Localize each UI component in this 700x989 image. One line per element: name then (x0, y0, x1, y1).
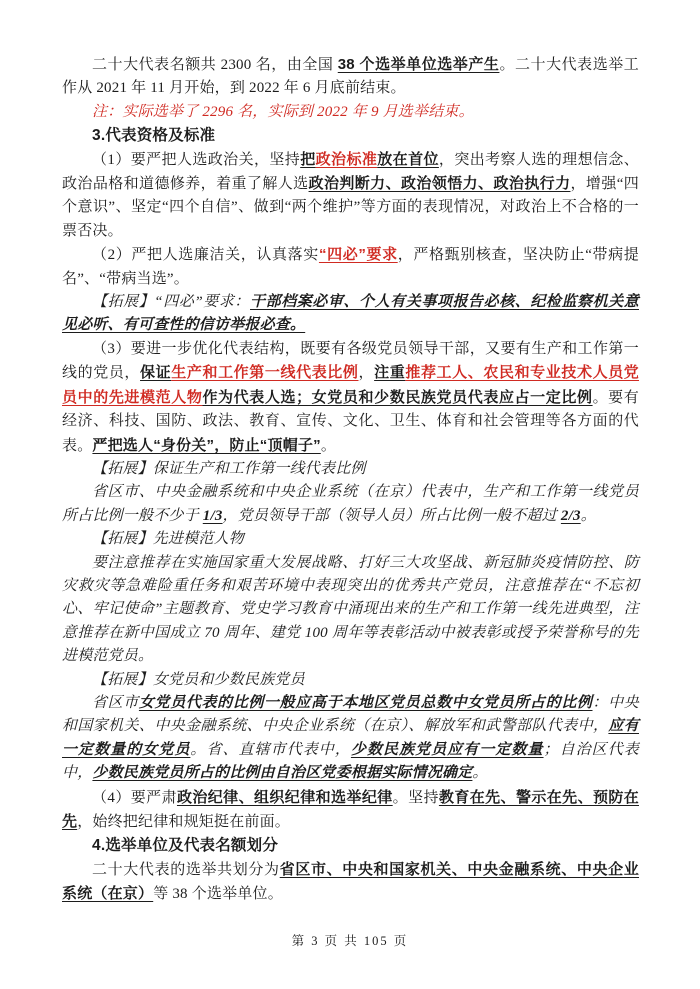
text-run: 省区市、中央和国家机关、中央金融系统、中央企业系统（在京） (62, 860, 640, 903)
expand-paragraph (62, 669, 639, 692)
text-run: 3.代表资格及标准 (92, 127, 216, 145)
text-run: 。坚持 (392, 789, 439, 806)
text-run: 【拓展】女党员和少数民族党员 (92, 671, 305, 688)
text-run: ：中央和国家机关、中央金融系统、中央企业系统（在京）、解放军和武警部队代表中， (62, 694, 639, 735)
paragraph (62, 148, 639, 244)
text-run: ， (358, 365, 375, 382)
text-run: ；自治区代表中， (62, 741, 639, 782)
paragraph (62, 338, 639, 458)
text-run: 应有一定数量的女党员 (62, 718, 639, 758)
text-run: 。 (320, 437, 337, 454)
text-run: 严把选人“身份关”，防止“顶帽子” (92, 436, 321, 454)
text-run: 少数民族党员所占的比例由自治区党委根据实际情况确定 (92, 765, 473, 782)
text-run: 。要有经济、科技、国防、政法、教育、宣传、文化、卫生、体育和社会管理等各方面的代表。 (62, 389, 639, 454)
text-run: ，突出考察人选的理想信念、政治品格和道德修养，着重了解人选 (62, 151, 639, 193)
text-run: 。二十大代表选举工作从 2021 年 11 月开始，到 2022 年 6 月底前结束。 (62, 57, 639, 97)
text-run: 干部档案必审、个人有关事项报告必核、纪检监察机关意见必听、有可查性的信访举报必查。 (62, 294, 639, 334)
text-run: 省区市、中央金融系统和中央企业系统（在京）代表中，生产和工作第一线党员所占比例一般不少于 (62, 484, 639, 524)
paragraph (62, 786, 639, 835)
text-run: 【拓展】保证生产和工作第一线代表比例 (92, 460, 366, 477)
expand-paragraph (62, 458, 639, 481)
text-run: （2）严把人选廉洁关，认真落实 (92, 247, 319, 264)
text-run: 政治标准 (315, 150, 378, 168)
text-run: 把 (300, 150, 316, 168)
text-run: 二十大代表的选举共划分为 (92, 861, 280, 878)
text-run: 【拓展】“四必”要求： (92, 294, 251, 311)
text-run: 政治纪律、组织纪律和选举纪律 (176, 788, 393, 806)
text-run: 作为代表人选；女党员和少数民族党员代表应占一定比例 (202, 388, 593, 406)
text-run: 省区市 (92, 694, 139, 711)
text-run: 。省、直辖市代表中， (190, 741, 351, 758)
text-run: 1/3 (202, 507, 223, 524)
note-paragraph (62, 101, 639, 124)
section-heading (62, 834, 639, 857)
paragraph (62, 243, 639, 291)
text-run: 注：实际选举了 2296 名，实际到 2022 年 9 月选举结束。 (92, 103, 474, 120)
text-run: 推荐工人、农民和专业技术人员党员中的先进模范人物 (62, 364, 640, 406)
text-run: 保证 (140, 364, 172, 382)
text-run: ，始终把纪律和规矩挺在前面。 (77, 814, 291, 830)
text-run: 女党员代表的比例一般应高于本地区党员总数中女党员所占的比例 (138, 694, 593, 711)
text-run: 二十大代表名额共 2300 名，由全国 (92, 57, 338, 73)
text-run: （1）要严把人选政治关，坚持 (92, 151, 301, 168)
text-run: 。 (472, 765, 488, 782)
expand-paragraph (62, 291, 639, 338)
text-run: 4.选举单位及代表名额划分 (92, 837, 279, 855)
text-run: 。 (580, 507, 596, 524)
text-run: 生产和工作第一线代表比例 (171, 364, 359, 382)
text-run: 政治判断力、政治领悟力、政治执行力 (308, 175, 571, 193)
text-run: ，严格甄别核查，坚决防止“带病提名”、“带病当选”。 (62, 247, 640, 287)
page-number: 第 3 页 共 105 页 (291, 934, 409, 948)
text-run: 教育在先、警示在先、预防在先 (62, 788, 639, 830)
text-run: 2/3 (560, 507, 581, 524)
expand-paragraph (62, 528, 639, 551)
text-run: ，党员领导干部（领导人员）所占比例一般不超过 (222, 507, 561, 524)
text-run: 少数民族党员应有一定数量 (350, 741, 544, 758)
paragraph (62, 53, 639, 101)
text-run: 【拓展】先进模范人物 (92, 531, 245, 548)
text-run: 等 38 个选举单位。 (153, 886, 283, 903)
text-run: （3）要进一步优化代表结构，既要有各级党员领导干部，又要有生产和工作第一线的党员， (62, 340, 639, 382)
document-content (62, 53, 639, 907)
text-run: 放在首位 (377, 150, 439, 168)
expand-paragraph (62, 692, 639, 786)
expand-paragraph (62, 552, 639, 669)
text-run: ，增强“四个意识”、坚定“四个自信”、做到“两个维护”等方面的表现情况，对政治上不合格的一票否决。 (62, 176, 639, 239)
paragraph (62, 858, 639, 907)
text-run: 注重 (374, 364, 406, 382)
text-run: 38 个选举单位选举产生 (337, 56, 500, 73)
text-run: 要注意推荐在实施国家重大发展战略、打好三大攻坚战、新冠肺炎疫情防控、防灾救灾等急难险重任务和艰苦环境中表现突出的优秀共产党员，注意推荐在“不忘初心、牢记使命”主题教育、党史学习教育中涌现出来的生产和工作第一线先进典型，注意推荐在新中国成立 70 周年、建党 100 周年等表彰活动中被表彰或授予荣誉称号的先进模范党员。 (62, 554, 639, 665)
text-run: “四必”要求 (318, 246, 398, 264)
text-run: （4）要严肃 (92, 789, 177, 806)
expand-paragraph (62, 481, 639, 528)
section-heading (62, 124, 639, 147)
